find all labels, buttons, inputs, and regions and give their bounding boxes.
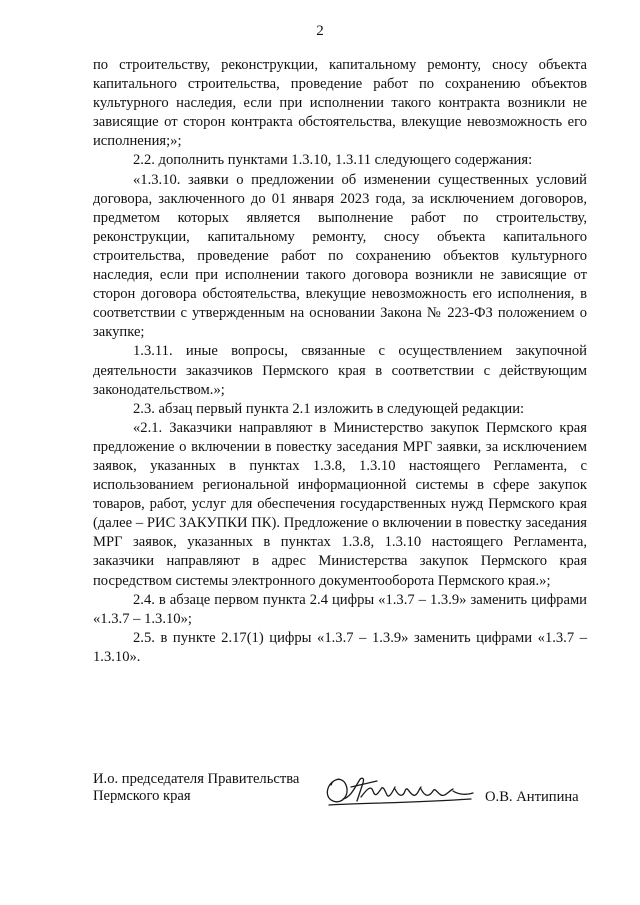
signatory-title-line-2: Пермского края	[93, 788, 191, 804]
paragraph-8: 2.5. в пункте 2.17(1) цифры «1.3.7 – 1.3.9» заменить цифрами «1.3.7 – 1.3.10».	[93, 629, 587, 665]
paragraph-1: по строительству, реконструкции, капитальному ремонту, сносу объекта капитального строительства, проведение работ по сохранению объектов культурного наследия, если при исполнении такого контракта возникли не зависящие от сторон контракта обстоятельства, влекущие невозможность его исполнения;»;	[93, 57, 587, 150]
paragraph-6: «2.1. Заказчики направляют в Министерство закупок Пермского края предложение о включении в повестку заседания МРГ заявки, за исключением заявок, указанных в пунктах 1.3.8, 1.3.10 настоящего Регламента, с использованием региональной информационной системы в сфере закупок товаров, работ, услуг для обеспечения государственных нужд Пермского края (далее – РИС ЗАКУПКИ ПК). Предложение о включении в повестку заседания МРГ заявок, указанных в пунктах 1.3.8, 1.3.10 настоящего Регламента, заказчики направляют в адрес Министерства закупок Пермского края посредством системы электронного документооборота Пермского края.»;	[93, 419, 587, 589]
signatory-name: О.В. Антипина	[485, 789, 579, 805]
signatory-title	[93, 771, 299, 805]
paragraph-4: 1.3.11. иные вопросы, связанные с осуществлением закупочной деятельности заказчиков Пермского края в соответствии с действующим законодательством.»;	[93, 343, 587, 398]
document-body	[93, 56, 587, 667]
paragraph-2: 2.2. дополнить пунктами 1.3.10, 1.3.11 следующего содержания:	[133, 152, 533, 169]
signature-block	[93, 771, 593, 821]
handwritten-signature-icon	[321, 767, 481, 809]
paragraph-3: «1.3.10. заявки о предложении об изменении существенных условий договора, заключенного до 01 января 2023 года, за исключением договоров, предметом которых является выполнение работ по строительству, реконструкции, капитальному ремонту, сносу объекта капитального строительства, проведение работ по сохранению объектов культурного наследия, если при исполнении такого договора возникли не зависящие от сторон договора обстоятельства, влекущие невозможность его исполнения, в соответствии с утвержденным на основании Закона № 223-ФЗ положением о закупке;	[93, 171, 587, 341]
page-number: 2	[316, 23, 324, 39]
signatory-title-line-1: И.о. председателя Правительства	[93, 771, 300, 787]
paragraph-5: 2.3. абзац первый пункта 2.1 изложить в следующей редакции:	[133, 400, 525, 417]
paragraph-7: 2.4. в абзаце первом пункта 2.4 цифры «1.3.7 – 1.3.9» заменить цифрами «1.3.7 – 1.3.10»;	[93, 591, 587, 627]
